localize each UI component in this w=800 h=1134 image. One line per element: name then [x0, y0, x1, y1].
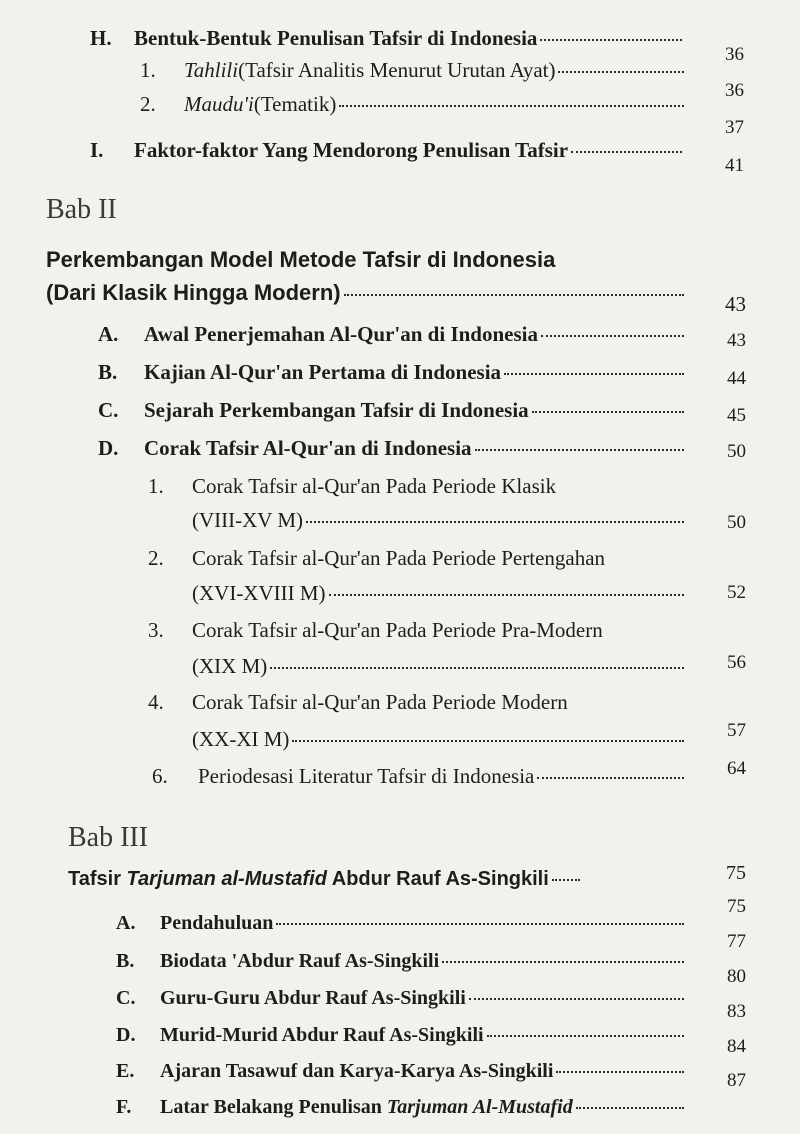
- entry-label: E.: [116, 1060, 135, 1082]
- dot-leader: [558, 71, 684, 73]
- toc-subentry-1: [148, 474, 556, 499]
- page-number: 87: [727, 1070, 746, 1091]
- page-number: 52: [727, 582, 746, 603]
- page-number: 44: [727, 368, 746, 389]
- dot-leader: [329, 594, 684, 596]
- entry-title: (Tafsir Analitis Menurut Urutan Ayat): [238, 58, 556, 82]
- entry-label: A.: [116, 912, 136, 934]
- dot-leader: [537, 777, 684, 779]
- entry-title: Corak Tafsir al-Qur'an Pada Periode Pra-Modern: [192, 618, 603, 642]
- dot-leader: [540, 39, 682, 41]
- page-number: 36: [725, 80, 744, 101]
- entry-label: 2.: [140, 92, 156, 116]
- entry-title-italic: Tarjuman Al-Mustafid: [386, 1096, 573, 1118]
- toc-subentry-1-cont: [192, 508, 688, 533]
- entry-label: H.: [90, 26, 112, 50]
- toc-entry-a3: [116, 912, 688, 935]
- page-number: 50: [727, 512, 746, 533]
- page-number: 75: [726, 862, 746, 884]
- chapter-heading-line2: [46, 280, 688, 306]
- toc-subentry-4-cont: [192, 727, 688, 752]
- dot-leader: [475, 449, 684, 451]
- dot-leader: [306, 521, 684, 523]
- heading-italic: Tarjuman al-Mustafid: [126, 868, 327, 890]
- page-number: 45: [727, 405, 746, 426]
- entry-label: B.: [116, 950, 135, 972]
- page-number: 84: [727, 1036, 746, 1057]
- toc-subentry-2: [148, 546, 605, 571]
- toc-subentry-6: [152, 764, 688, 789]
- toc-subentry-3: [148, 618, 603, 643]
- entry-title: Corak Tafsir al-Qur'an Pada Periode Klasik: [192, 474, 557, 498]
- page-number: 80: [727, 966, 746, 987]
- dot-leader: [344, 294, 684, 296]
- entry-label: 3.: [148, 618, 164, 642]
- entry-title-cont: (XX-XI M): [192, 727, 290, 751]
- entry-label: C.: [116, 987, 136, 1009]
- entry-title: Murid-Murid Abdur Rauf As-Singkili: [160, 1024, 484, 1046]
- dot-leader: [504, 373, 684, 375]
- page-number: 77: [727, 931, 746, 952]
- dot-leader: [270, 667, 684, 669]
- dot-leader: [487, 1035, 684, 1037]
- entry-title-cont: (VIII-XV M): [192, 508, 303, 532]
- entry-title: Biodata 'Abdur Rauf As-Singkili: [160, 950, 440, 972]
- dot-leader: [276, 923, 684, 925]
- toc-entry-b: [98, 360, 688, 385]
- page-number: 56: [727, 652, 746, 673]
- entry-title: Awal Penerjemahan Al-Qur'an di Indonesia: [144, 322, 538, 346]
- entry-title-cont: (XVI-XVIII M): [192, 581, 326, 605]
- entry-title: (Tematik): [253, 92, 337, 116]
- entry-label: A.: [98, 322, 119, 346]
- chapter-heading: Perkembangan Model Metode Tafsir di Indonesia: [46, 247, 556, 272]
- toc-subentry-2-cont: [192, 581, 688, 606]
- page-number: 64: [727, 758, 746, 779]
- toc-entry-h2: [140, 92, 688, 117]
- page-number: 43: [727, 330, 746, 351]
- dot-leader: [292, 740, 684, 742]
- dot-leader: [576, 1107, 684, 1109]
- entry-title: Bentuk-Bentuk Penulisan Tafsir di Indonesia: [134, 26, 538, 50]
- toc-entry-h: [90, 26, 686, 51]
- entry-label: 4.: [148, 690, 164, 714]
- entry-label: I.: [90, 138, 104, 162]
- entry-title: Corak Tafsir al-Qur'an Pada Periode Modern: [192, 690, 568, 714]
- entry-title: Periodesasi Literatur Tafsir di Indonesia: [198, 764, 535, 788]
- toc-entry-c: [98, 398, 688, 423]
- dot-leader: [571, 151, 682, 153]
- toc-entry-e3: [116, 1060, 688, 1083]
- toc-entry-f3: [116, 1096, 688, 1119]
- chapter-label: Bab II: [46, 194, 117, 225]
- heading-pre: Tafsir: [68, 868, 127, 890]
- entry-title: Latar Belakang Penulisan: [160, 1096, 387, 1118]
- toc-entry-b3: [116, 950, 688, 973]
- entry-title-italic: Maudu'i: [184, 92, 254, 116]
- entry-label: D.: [116, 1024, 136, 1046]
- toc-entry-a: [98, 322, 688, 347]
- heading-post: Abdur Rauf As-Singkili: [326, 868, 549, 890]
- entry-title: Corak Tafsir Al-Qur'an di Indonesia: [144, 436, 472, 460]
- toc-subentry-4: [148, 690, 568, 715]
- dot-leader: [532, 411, 684, 413]
- page-number: 37: [725, 117, 744, 138]
- entry-title-italic: Tahlili: [184, 58, 239, 82]
- entry-label: C.: [98, 398, 119, 422]
- entry-title: (Dari Klasik Hingga Modern): [46, 280, 341, 305]
- entry-title: Pendahuluan: [160, 912, 274, 934]
- entry-title: Kajian Al-Qur'an Pertama di Indonesia: [144, 360, 502, 384]
- dot-leader: [442, 961, 684, 963]
- dot-leader: [552, 879, 580, 881]
- dot-leader: [339, 105, 684, 107]
- entry-label: F.: [116, 1096, 132, 1118]
- entry-label: D.: [98, 436, 119, 460]
- toc-entry-c3: [116, 987, 688, 1010]
- toc-entry-d3: [116, 1024, 688, 1047]
- page-number: 50: [727, 441, 746, 462]
- page-number: 75: [727, 896, 746, 917]
- toc-subentry-3-cont: [192, 654, 688, 679]
- entry-title: Ajaran Tasawuf dan Karya-Karya As-Singkili: [160, 1060, 554, 1082]
- page-number: 36: [725, 44, 744, 65]
- toc-entry-d: [98, 436, 688, 461]
- toc-entry-i: [90, 138, 686, 163]
- entry-label: 1.: [148, 474, 164, 498]
- entry-label: B.: [98, 360, 118, 384]
- dot-leader: [556, 1071, 684, 1073]
- page-number: 43: [725, 292, 746, 316]
- toc-entry-h1: [140, 58, 688, 83]
- entry-title: Faktor-faktor Yang Mendorong Penulisan Tafsir: [134, 138, 569, 162]
- dot-leader: [469, 998, 684, 1000]
- entry-label: 6.: [152, 764, 168, 788]
- chapter-label: Bab III: [68, 822, 149, 853]
- entry-title-cont: (XIX M): [192, 654, 268, 678]
- page-number: 83: [727, 1001, 746, 1022]
- page-number: 41: [725, 155, 744, 176]
- page-number: 57: [727, 720, 746, 741]
- entry-title: Sejarah Perkembangan Tafsir di Indonesia: [144, 398, 529, 422]
- chapter-heading: [68, 868, 688, 891]
- entry-label: 1.: [140, 58, 156, 82]
- entry-label: 2.: [148, 546, 164, 570]
- dot-leader: [541, 335, 684, 337]
- entry-title: Corak Tafsir al-Qur'an Pada Periode Pertengahan: [192, 546, 606, 570]
- entry-title: Guru-Guru Abdur Rauf As-Singkili: [160, 987, 466, 1009]
